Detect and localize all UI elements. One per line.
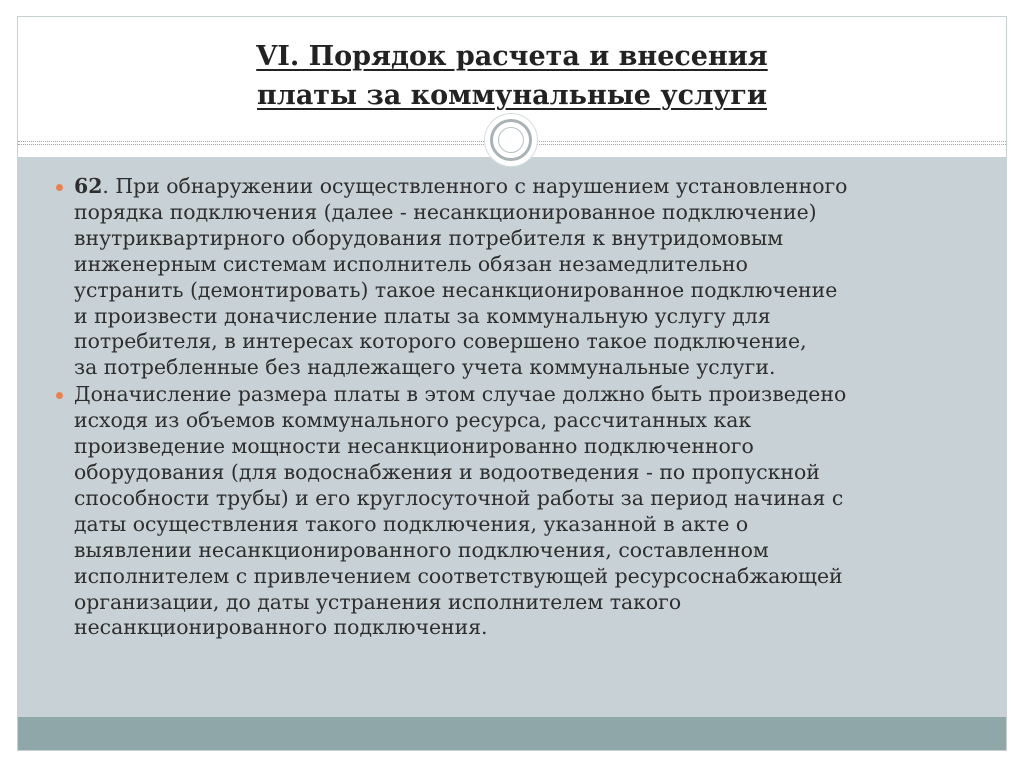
text-line: инженерным системам исполнитель обязан незамедлительно	[74, 251, 748, 276]
paragraph-recalculation	[74, 382, 984, 641]
bullet-icon	[56, 184, 63, 191]
text-line: внутриквартирного оборудования потребителя к внутридомовым	[74, 225, 784, 250]
slide-body	[74, 174, 984, 642]
circle-ornament-icon	[485, 114, 537, 166]
text-line: устранить (демонтировать) такое несанкционированное подключение	[74, 277, 838, 302]
title-line-2: платы за коммунальные услуги	[257, 80, 767, 111]
text-line: 62. При обнаружении осуществленного с нарушением установленного	[74, 174, 848, 198]
text-line: потребителя, в интересах которого совершено такое подключение,	[74, 329, 807, 354]
text-line: исполнителем с привлечением соответствующей ресурсоснабжающей	[74, 563, 843, 588]
text-line: и произвести доначисление платы за коммунальную услугу для	[74, 303, 771, 328]
text-line: организации, до даты устранения исполнителем такого	[74, 589, 682, 614]
text-line: Доначисление размера платы в этом случае должно быть произведено	[74, 382, 847, 407]
text-line: порядка подключения (далее - несанкционированное подключение)	[74, 199, 817, 224]
footer-bar	[18, 717, 1006, 751]
slide-title	[18, 37, 1006, 115]
text-line: способности трубы) и его круглосуточной работы за период начиная с	[74, 485, 844, 510]
text-line: даты осуществления такого подключения, указанной в акте о	[74, 511, 749, 536]
clause-number: 62	[74, 174, 103, 198]
paragraph-62	[74, 174, 984, 381]
text-line: выявлении несанкционированного подключения, составленном	[74, 537, 769, 562]
text-line: оборудования (для водоснабжения и водоотведения - по пропускной	[74, 459, 820, 484]
slide	[17, 16, 1007, 751]
title-line-1: VI. Порядок расчета и внесения	[256, 41, 768, 72]
text-line: несанкционированного подключения.	[74, 615, 488, 640]
text-line: за потребленные без надлежащего учета коммунальные услуги.	[74, 355, 776, 380]
text-line: исходя из объемов коммунального ресурса, рассчитанных как	[74, 408, 752, 433]
text-line: произведение мощности несанкционированно подключенного	[74, 434, 754, 459]
